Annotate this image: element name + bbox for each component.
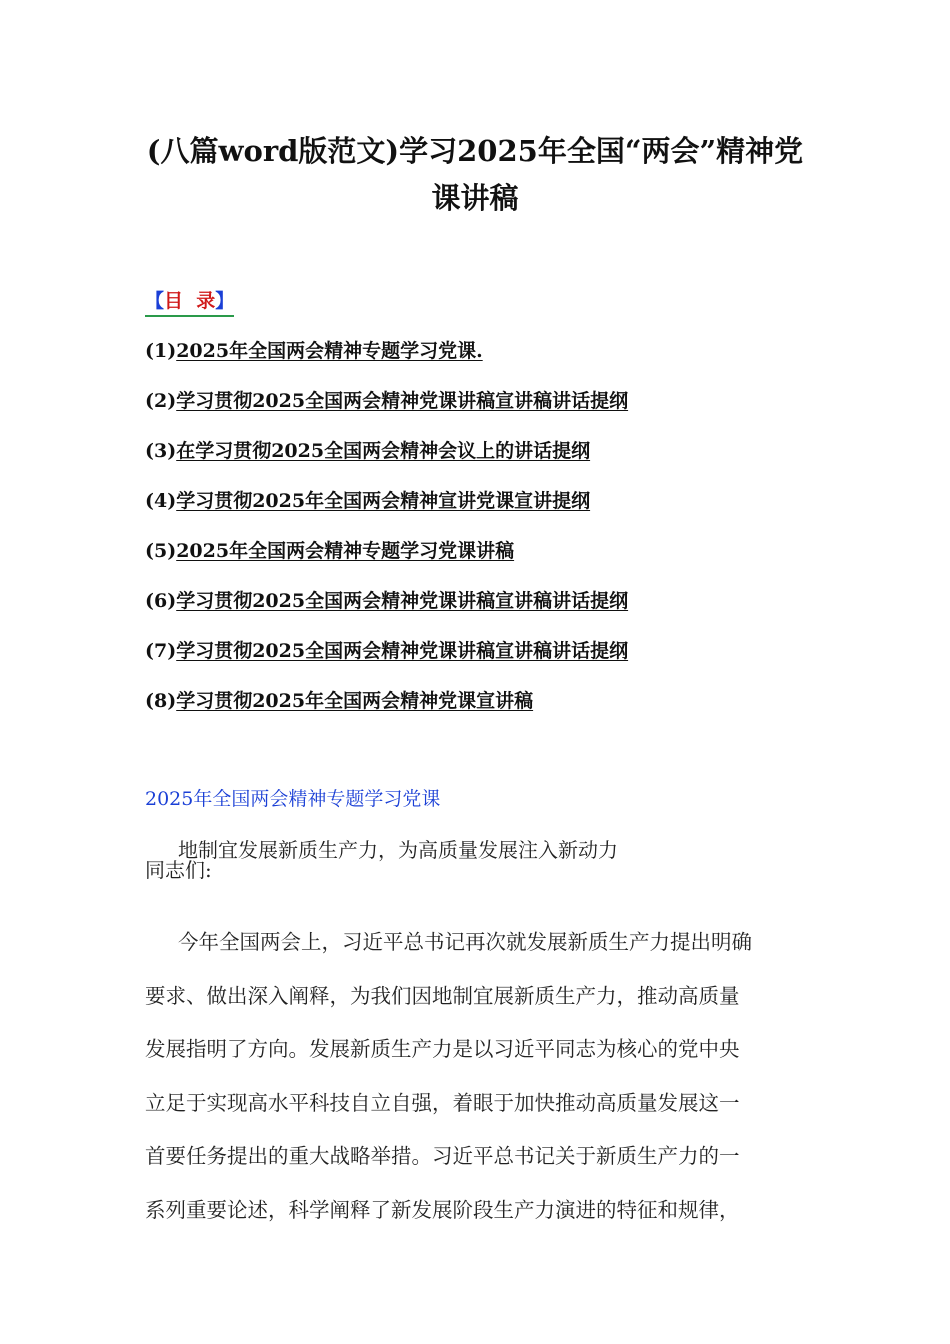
document-title-line-2: 课讲稿	[431, 181, 519, 215]
toc-item	[145, 388, 628, 438]
toc-item-number: (3)	[145, 440, 177, 462]
body-line: 发展指明了方向。发展新质生产力是以习近平同志为核心的党中央	[145, 1037, 740, 1061]
toc-item	[145, 488, 628, 538]
body-line: 立足于实现高水平科技自立自强，着眼于加快推动高质量发展这一	[145, 1090, 740, 1115]
toc-item-link[interactable]: 学习贯彻2025年全国两会精神党课宣讲稿	[176, 690, 534, 712]
toc-item-link[interactable]: 学习贯彻2025全国两会精神党课讲稿宣讲稿讲话提纲	[176, 390, 629, 412]
toc-bracket-open: 【	[145, 290, 165, 312]
toc-item-number: (6)	[145, 590, 177, 612]
toc-item-number: (7)	[145, 640, 177, 662]
toc-item-number: (1)	[145, 340, 177, 362]
section-subtitle: 地制宜发展新质生产力，为高质量发展注入新动力	[178, 838, 618, 862]
toc-item-number: (4)	[145, 490, 177, 512]
toc-item-link[interactable]: 2025年全国两会精神专题学习党课讲稿	[176, 540, 515, 562]
table-of-contents	[145, 338, 628, 738]
body-line: 要求、做出深入阐释，为我们因地制宜展新质生产力，推动高质量	[145, 983, 740, 1008]
toc-item-link[interactable]: 学习贯彻2025全国两会精神党课讲稿宣讲稿讲话提纲	[176, 590, 629, 612]
toc-item-number: (8)	[145, 690, 177, 712]
toc-item	[145, 338, 628, 388]
toc-item	[145, 588, 628, 638]
toc-item	[145, 688, 628, 738]
toc-item-number: (2)	[145, 390, 177, 412]
body-paragraph	[145, 927, 810, 1248]
salutation	[145, 857, 212, 883]
toc-item-link[interactable]: 在学习贯彻2025全国两会精神会议上的讲话提纲	[176, 440, 591, 462]
toc-item	[145, 638, 628, 688]
toc-label: 目 录	[164, 290, 216, 312]
document-title-line-1: (八篇word版范文)学习2025年全国“两会”精神党	[146, 134, 804, 168]
toc-item	[145, 538, 628, 588]
toc-bracket-close: 】	[215, 290, 235, 312]
toc-item	[145, 438, 628, 488]
body-line: 今年全国两会上，习近平总书记再次就发展新质生产力提出明确	[178, 930, 752, 954]
toc-item-link[interactable]: 2025年全国两会精神专题学习党课.	[176, 340, 483, 362]
toc-item-link[interactable]: 学习贯彻2025年全国两会精神宣讲党课宣讲提纲	[176, 490, 591, 512]
document-title	[100, 128, 850, 222]
toc-heading	[145, 286, 234, 317]
toc-item-number: (5)	[145, 540, 177, 562]
toc-item-link[interactable]: 学习贯彻2025全国两会精神党课讲稿宣讲稿讲话提纲	[176, 640, 629, 662]
salutation-text: 同志们:	[145, 858, 212, 882]
body-line: 首要任务提出的重大战略举措。习近平总书记关于新质生产力的一	[145, 1144, 740, 1168]
body-line: 系列重要论述，科学阐释了新发展阶段生产力演进的特征和规律，	[145, 1197, 740, 1222]
section-heading: 2025年全国两会精神专题学习党课	[145, 788, 441, 810]
